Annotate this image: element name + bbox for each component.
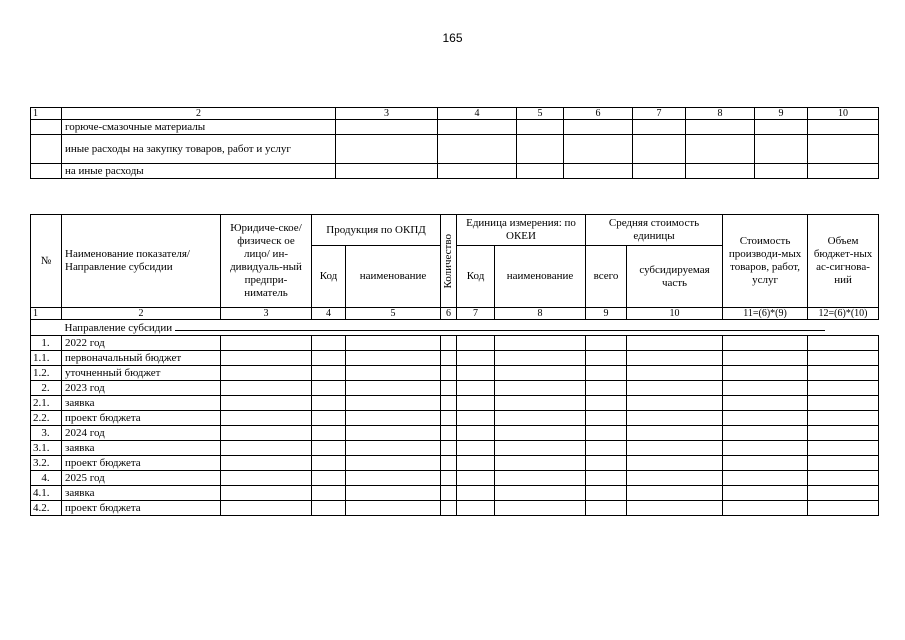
row-label: 2022 год [62, 336, 221, 351]
col-number: 3 [221, 308, 312, 320]
page-number: 165 [442, 31, 463, 45]
row-label: на иные расходы [62, 164, 336, 179]
table-row [31, 164, 879, 179]
row-number: 4. [31, 471, 62, 486]
row-number: 3.1. [31, 441, 62, 456]
header-okpd-code: Код [312, 246, 346, 308]
col-number: 6 [564, 108, 633, 120]
col-number: 4 [438, 108, 517, 120]
direction-label: Направление субсидии [64, 322, 173, 334]
row-label: первоначальный бюджет [62, 351, 221, 366]
header-legal: Юридиче-ское/физическ ое лицо/ ин-дивидуаль-ный предпри-ниматель [221, 215, 312, 308]
row-number: 1.1. [31, 351, 62, 366]
row-number: 3. [31, 426, 62, 441]
column-numbers-row [31, 108, 879, 120]
col-number: 5 [346, 308, 441, 320]
col-number: 8 [686, 108, 755, 120]
col-number: 5 [517, 108, 564, 120]
row-label: горюче-смазочные материалы [62, 120, 336, 135]
header-name: Наименование показателя/ Направление субсидии [62, 215, 221, 308]
table-row [31, 135, 879, 164]
col-number: 9 [586, 308, 627, 320]
row-label: заявка [62, 396, 221, 411]
direction-cell [62, 320, 879, 336]
row-label: проект бюджета [62, 456, 221, 471]
row-label: 2025 год [62, 471, 221, 486]
header-volume: Объем бюджет-ных ас-сигнова-ний [808, 215, 879, 308]
col-number: 1 [31, 308, 62, 320]
table-row [31, 426, 879, 441]
table-row [31, 366, 879, 381]
row-label: проект бюджета [62, 501, 221, 516]
header-okpd: Продукция по ОКПД [312, 215, 441, 246]
header-avg-total: всего [586, 246, 627, 308]
col-number: 3 [336, 108, 438, 120]
expenses-table [30, 107, 879, 179]
table-row [31, 456, 879, 471]
row-number: 4.1. [31, 486, 62, 501]
col-number: 2 [62, 308, 221, 320]
header-okpd-name: наименование [346, 246, 441, 308]
row-number: 4.2. [31, 501, 62, 516]
col-number: 12=(6)*(10) [808, 308, 879, 320]
header-row [31, 215, 879, 246]
col-number: 7 [633, 108, 686, 120]
col-number: 1 [31, 108, 62, 120]
table-row [31, 351, 879, 366]
row-number: 1.2. [31, 366, 62, 381]
header-okei: Единица измерения: по ОКЕИ [457, 215, 586, 246]
row-label: уточненный бюджет [62, 366, 221, 381]
col-number: 10 [808, 108, 879, 120]
subsidy-rows [31, 336, 879, 516]
header-okei-name: наименование [495, 246, 586, 308]
row-number: 1. [31, 336, 62, 351]
quantity-vertical-label: Количество [442, 233, 455, 289]
row-number: 2. [31, 381, 62, 396]
header-cost: Стоимость производи-мых товаров, работ, услуг [723, 215, 808, 308]
row-label: 2024 год [62, 426, 221, 441]
row-label: проект бюджета [62, 411, 221, 426]
row-number: 3.2. [31, 456, 62, 471]
col-number: 2 [62, 108, 336, 120]
row-number: 2.1. [31, 396, 62, 411]
table-row [31, 120, 879, 135]
table-row [31, 441, 879, 456]
header-avg-subsidized: субсидируемая часть [627, 246, 723, 308]
col-number: 8 [495, 308, 586, 320]
table-row [31, 471, 879, 486]
col-number: 4 [312, 308, 346, 320]
header-okei-code: Код [457, 246, 495, 308]
table-row [31, 411, 879, 426]
row-number: 2.2. [31, 411, 62, 426]
table-row [31, 336, 879, 351]
col-number: 7 [457, 308, 495, 320]
row-label: 2023 год [62, 381, 221, 396]
table-row [31, 396, 879, 411]
col-number: 11=(6)*(9) [723, 308, 808, 320]
row-label: заявка [62, 486, 221, 501]
header-no: № [31, 215, 62, 308]
table-row [31, 381, 879, 396]
table-row [31, 486, 879, 501]
col-number: 10 [627, 308, 723, 320]
row-label: иные расходы на закупку товаров, работ и услуг [62, 135, 336, 164]
direction-fill-line [175, 320, 825, 331]
row-label: заявка [62, 441, 221, 456]
col-number: 6 [441, 308, 457, 320]
column-numbers-row [31, 308, 879, 320]
direction-row [31, 320, 879, 336]
col-number: 9 [755, 108, 808, 120]
header-quantity [441, 215, 457, 308]
table-row [31, 501, 879, 516]
header-avg-cost: Средняя стоимость единицы [586, 215, 723, 246]
subsidy-table [30, 214, 879, 516]
